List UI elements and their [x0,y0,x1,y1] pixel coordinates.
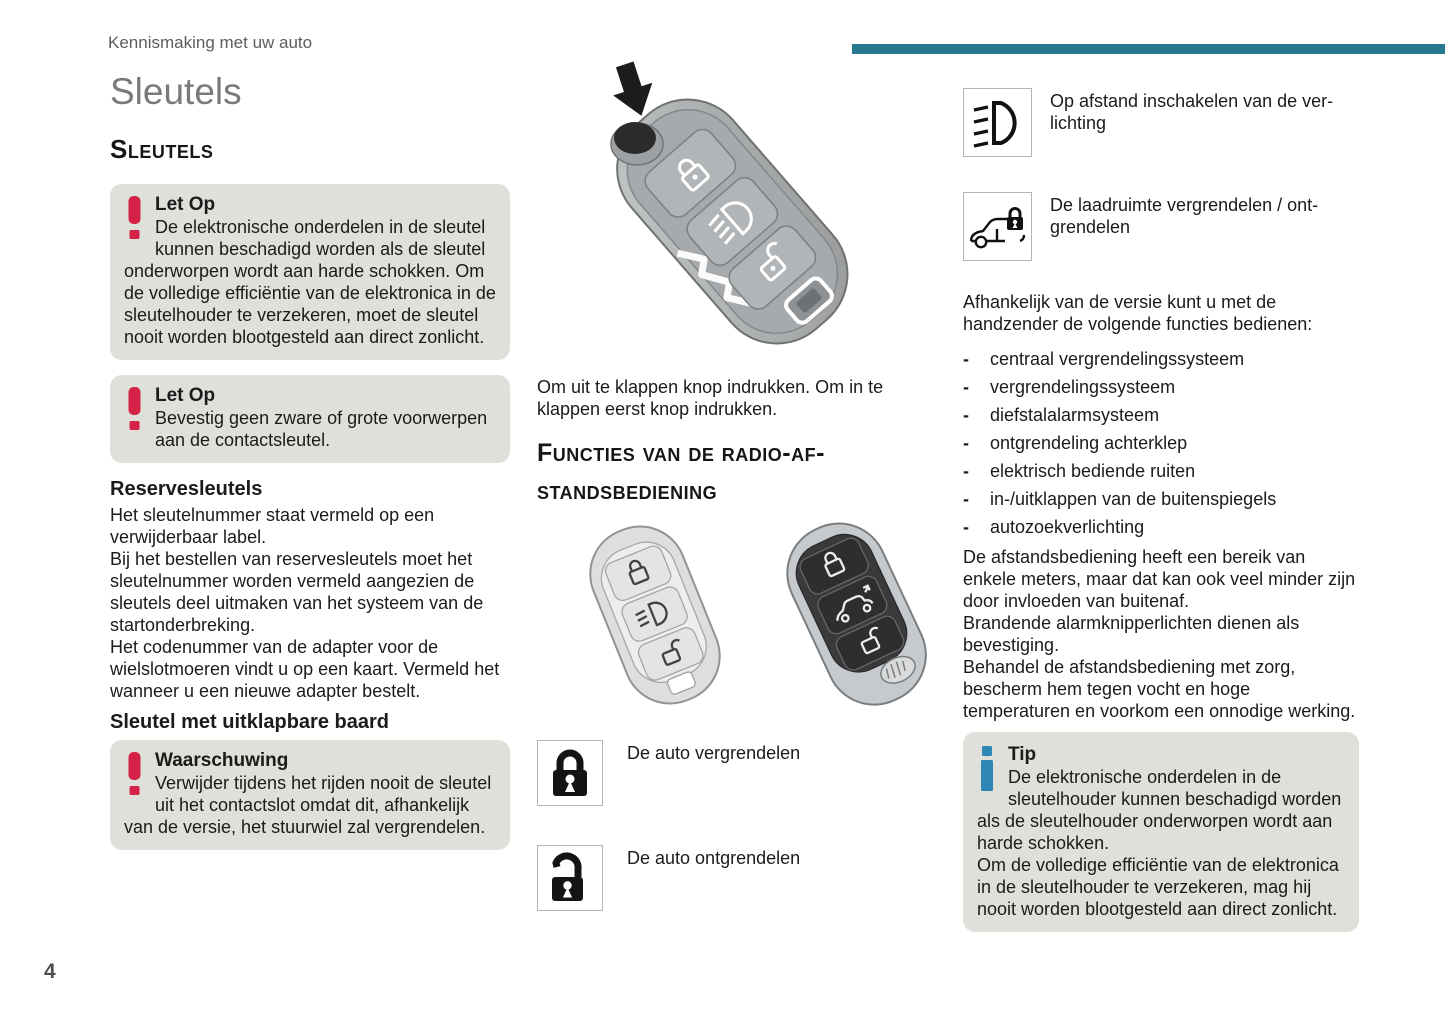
warning-text: Verwijder tijdens het rijden nooit de sleutel uit het contactslot omdat dit, afhankelijk van de versie, het stuurwiel zal vergrendelen. [124,773,492,837]
dash-bullet [963,516,969,538]
tip-text: Om de volledige efficiëntie van de elektronica in de sleutelhouder te verzekeren, mag hij nooit worden blootgesteld aan direct zonlicht. [977,855,1339,919]
dash-bullet [963,488,969,510]
cargo-lock-row [963,192,1359,261]
warning-title: Waarschuwing [155,750,289,771]
label-line: lichting [1050,113,1107,133]
list-item-text: in-/uitklappen van de buitenspiegels [990,489,1277,509]
subheading-reservesleutels: Reservesleutels [110,478,263,500]
functions-list [963,348,1359,538]
list-item [963,432,1359,454]
tip-text: De elektronische onderdelen in de sleutelhouder kunnen beschadigd worden als de sleutelhouder onderworpen wordt aan harde schokken. [977,767,1342,853]
paragraph: De afstandsbediening heeft een bereik van enkele meters, maar dat kan ook veel minder zijn door invloeden van buitenaf. [963,547,1356,611]
warning-box-heavy-objects [110,375,510,463]
list-item [963,376,1359,398]
label-line: grendelen [1050,217,1131,237]
warning-exclamation-icon [126,752,143,798]
unlock-command-row [537,845,915,911]
cargo-lock-label [1050,192,1318,238]
list-item [963,460,1359,482]
flip-key-illustration [565,60,895,368]
unlock-command-label: De auto ontgrendelen [627,848,801,868]
label-line: De laadruimte vergrendelen / ont- [1050,195,1319,215]
warning-title: Let Op [155,385,216,406]
list-item [963,404,1359,426]
warning-text: Bevestig geen zware of grote voorwerpen aan de contactsleutel. [155,408,488,450]
accent-bar [852,44,1445,54]
subheading-flip-key: Sleutel met uitklapbare baard [110,711,389,733]
list-item-text: vergrendelingssysteem [990,377,1176,397]
list-item [963,516,1359,538]
dash-bullet [963,432,969,454]
right-column [963,88,1359,932]
remote-lighting-label [1050,88,1333,134]
low-beam-headlight-icon [963,88,1032,157]
breadcrumb: Kennismaking met uw auto [108,33,313,52]
list-item [963,488,1359,510]
lock-icon [537,740,603,806]
list-item-text: diefstalalarmsysteem [990,405,1160,425]
dash-bullet [963,460,969,482]
list-item-text: elektrisch bediende ruiten [990,461,1196,481]
paragraph: Behandel de afstandsbediening met zorg, bescherm hem tegen vocht en hoge temperaturen en voorkom een onnodige werking. [963,657,1356,721]
list-item-text: ontgrendeling achterklep [990,433,1188,453]
page-number: 4 [44,960,56,983]
remote-paragraphs [963,546,1359,722]
warning-title: Let Op [155,194,216,215]
car-with-padlock-icon [963,192,1032,261]
left-column [110,72,510,850]
section-heading-sleutels: Sleutels [110,134,214,164]
section-heading-remote-functions [537,434,915,510]
warning-exclamation-icon [126,387,143,433]
tip-title: Tip [1008,744,1037,765]
flip-key-caption: Om uit te klappen knop indrukken. Om in te klappen eerst knop indrukken. [537,377,884,419]
remote-lighting-row [963,88,1359,157]
warning-box-steering-lock [110,740,510,850]
paragraph: Brandende alarmknipperlichten dienen als bevestiging. [963,613,1300,655]
lock-command-row [537,740,915,806]
list-item [963,348,1359,370]
heading-line: Functies van de radio-af- [537,439,825,467]
remote-keys-illustration [575,520,945,712]
label-line: Op afstand inschakelen van de ver- [1050,91,1334,111]
dash-bullet [963,376,969,398]
functions-intro: Afhankelijk van de versie kunt u met de handzender de volgende functies bedienen: [963,292,1313,334]
warning-exclamation-icon [126,196,143,242]
lock-command-label: De auto vergrendelen [627,743,801,763]
middle-column [537,60,915,911]
reserve-keys-paragraphs [110,504,510,702]
paragraph: Bij het bestellen van reservesleutels moet het sleutelnummer worden vermeld aangezien de sleutels deel uitmaken van het systeem van de startonderbreking. [110,549,484,635]
page-title: Sleutels [110,71,242,112]
dash-bullet [963,348,969,370]
paragraph: Het sleutelnummer staat vermeld op een verwijderbaar label. [110,505,435,547]
warning-box-electronics [110,184,510,360]
list-item-text: centraal vergrendelingssysteem [990,349,1245,369]
dash-bullet [963,404,969,426]
unlock-icon [537,845,603,911]
tip-box [963,732,1359,932]
paragraph: Het codenummer van de adapter voor de wielslotmoeren vindt u op een kaart. Vermeld het wanneer u een nieuwe adapter bestelt. [110,637,500,701]
list-item-text: autozoekverlichting [990,517,1145,537]
warning-text: De elektronische onderdelen in de sleutel kunnen beschadigd worden als de sleutel onderworpen wordt aan harde schokken. Om de volledige efficiëntie van de elektronica in de sleutelhouder te verzekeren, moet de sleutel nooit worden blootgesteld aan direct zonlicht. [124,217,496,347]
heading-line: standsbediening [537,477,718,505]
info-icon [979,746,995,792]
